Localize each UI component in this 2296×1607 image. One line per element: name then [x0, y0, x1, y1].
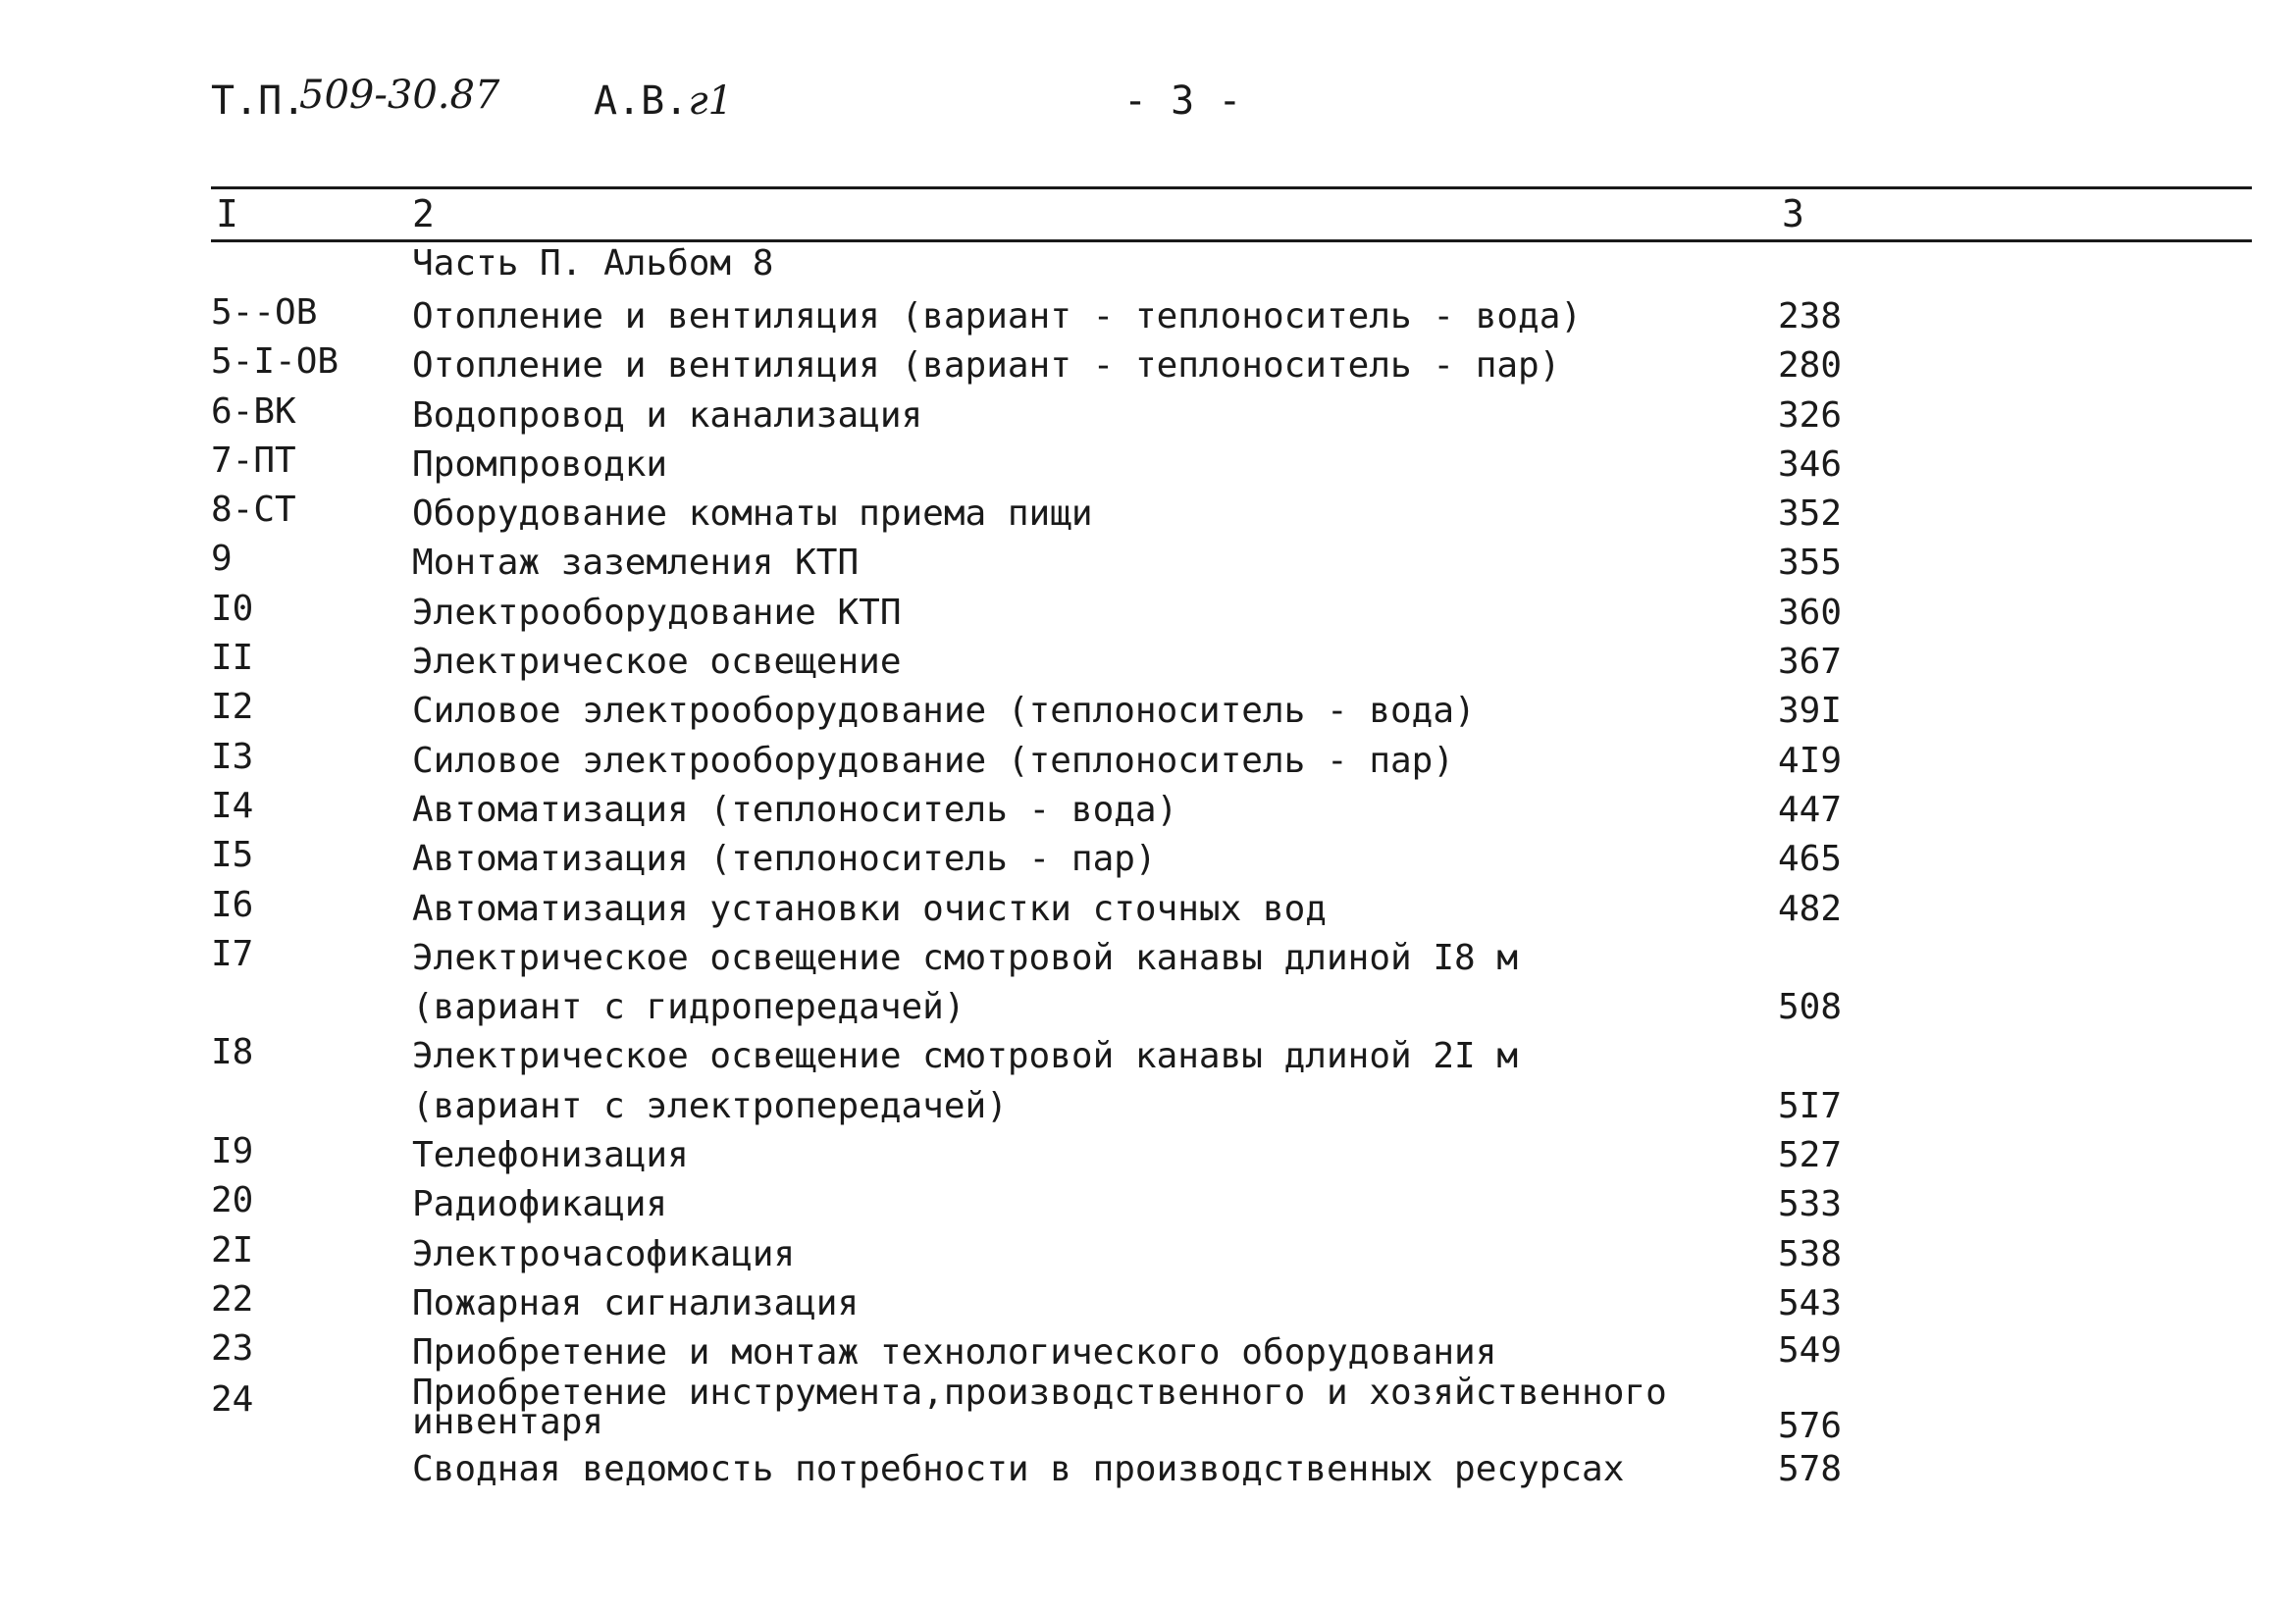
row-code: I9 [211, 1131, 254, 1172]
row-title: Пожарная сигнализация [412, 1282, 860, 1323]
row-page: 238 [1778, 296, 1843, 337]
table-row [0, 1279, 2296, 1328]
part-title: Часть П. Альбом 8 [412, 243, 774, 284]
table-row [0, 835, 2296, 884]
row-code: I0 [211, 588, 254, 629]
row-code: 6-ВК [211, 390, 296, 432]
row-page: 355 [1778, 543, 1843, 584]
row-code: I8 [211, 1032, 254, 1073]
row-title: Приобретение и монтаж технологического оборудования [412, 1332, 1497, 1374]
row-title: Промпроводки [412, 443, 668, 485]
row-code: 9 [211, 539, 233, 580]
page-number: - 3 - [1123, 78, 1242, 124]
row-code: 8-СТ [211, 490, 296, 531]
table-row [0, 687, 2296, 736]
row-page: 447 [1778, 789, 1843, 830]
row-code: I4 [211, 785, 254, 826]
row-title: Автоматизация (теплоноситель - вода) [412, 789, 1178, 830]
row-title: Электрическое освещение смотровой канавы длиной 2I м [412, 1036, 1519, 1077]
row-title: Отопление и вентиляция (вариант - теплоноситель - вода) [412, 296, 1583, 337]
table-header-rule [211, 239, 2252, 242]
row-title: Автоматизация установки очистки сточных вод [412, 888, 1327, 929]
row-title: Автоматизация (теплоноситель - пар) [412, 839, 1157, 880]
row-title: Сводная ведомость потребности в производственных ресурсах [412, 1449, 1625, 1490]
table-row [0, 638, 2296, 687]
table-row [0, 1448, 2296, 1491]
column-header-3: 3 [1782, 192, 1804, 235]
row-page: 367 [1778, 642, 1843, 683]
table-row [0, 539, 2296, 588]
row-code: 5--ОВ [211, 292, 318, 333]
row-page: 578 [1778, 1449, 1843, 1490]
table-row [0, 341, 2296, 390]
row-title: Радиофикация [412, 1184, 668, 1225]
row-page: 326 [1778, 394, 1843, 436]
table-row [0, 1180, 2296, 1229]
row-page: 543 [1778, 1282, 1843, 1323]
table-row [0, 1230, 2296, 1279]
table-row [0, 1032, 2296, 1131]
table-row [0, 292, 2296, 341]
row-page: 360 [1778, 592, 1843, 633]
doc-prefix: Т.П. [211, 78, 306, 124]
row-title: Электрическое освещение [412, 642, 902, 683]
row-page: 280 [1778, 345, 1843, 387]
row-code: I2 [211, 687, 254, 728]
table-row [0, 934, 2296, 1033]
table-top-rule [211, 186, 2252, 189]
row-title: Монтаж заземления КТП [412, 543, 860, 584]
row-page: 39I [1778, 691, 1843, 732]
row-title: Оборудование комнаты приема пищи [412, 493, 1093, 535]
table-row [0, 1374, 2296, 1448]
row-title: Телефонизация [412, 1135, 689, 1176]
row-title-continuation: (вариант с гидропередачей) [412, 987, 965, 1028]
table-row [0, 490, 2296, 539]
row-code: 2I [211, 1229, 254, 1270]
row-code: I7 [211, 933, 254, 974]
row-code: II [211, 638, 254, 679]
row-title: Водопровод и канализация [412, 394, 923, 436]
row-code: I6 [211, 884, 254, 925]
row-page: 482 [1778, 888, 1843, 929]
row-page: 549 [1778, 1330, 1843, 1372]
row-title: Электрочасофикация [412, 1233, 796, 1274]
row-page: 527 [1778, 1135, 1843, 1176]
row-code: I5 [211, 835, 254, 876]
album-number-handwritten: г1 [688, 78, 733, 124]
row-code: 24 [211, 1379, 254, 1421]
row-page: 538 [1778, 1233, 1843, 1274]
contents-table [0, 292, 2296, 1491]
row-page: 508 [1778, 987, 1843, 1028]
album-label [594, 78, 733, 124]
row-title: Электрооборудование КТП [412, 592, 902, 633]
row-page: 4I9 [1778, 740, 1843, 781]
doc-number-handwritten: 509-30.87 [299, 73, 500, 118]
table-row [0, 786, 2296, 835]
row-code: 5-I-ОВ [211, 341, 339, 383]
row-title-continuation: (вариант с электропередачей) [412, 1085, 1008, 1126]
table-row [0, 737, 2296, 786]
row-page: 576 [1778, 1406, 1843, 1447]
table-row [0, 441, 2296, 490]
row-page: 5I7 [1778, 1085, 1843, 1126]
table-row [0, 885, 2296, 934]
table-row [0, 1131, 2296, 1180]
row-code: 22 [211, 1278, 254, 1320]
row-code: 7-ПТ [211, 440, 296, 481]
table-row [0, 391, 2296, 441]
album-prefix: А.В. [594, 78, 689, 124]
row-title: Приобретение инструмента,производственного и хозяйственного [412, 1373, 1667, 1414]
row-title: Отопление и вентиляция (вариант - теплоноситель - пар) [412, 345, 1561, 387]
row-code: 20 [211, 1180, 254, 1221]
row-title: Электрическое освещение смотровой канавы длиной I8 м [412, 937, 1519, 978]
row-title-continuation: инвентаря [412, 1402, 604, 1443]
row-code: 23 [211, 1328, 254, 1370]
column-header-1: I [216, 192, 238, 235]
row-title: Силовое электрооборудование (теплоноситель - вода) [412, 691, 1476, 732]
row-page: 352 [1778, 493, 1843, 535]
row-page: 346 [1778, 443, 1843, 485]
table-row [0, 1328, 2296, 1374]
row-page: 465 [1778, 839, 1843, 880]
row-code: I3 [211, 736, 254, 777]
row-page: 533 [1778, 1184, 1843, 1225]
row-title: Силовое электрооборудование (теплоноситель - пар) [412, 740, 1455, 781]
column-header-2: 2 [412, 192, 435, 235]
table-row [0, 589, 2296, 638]
